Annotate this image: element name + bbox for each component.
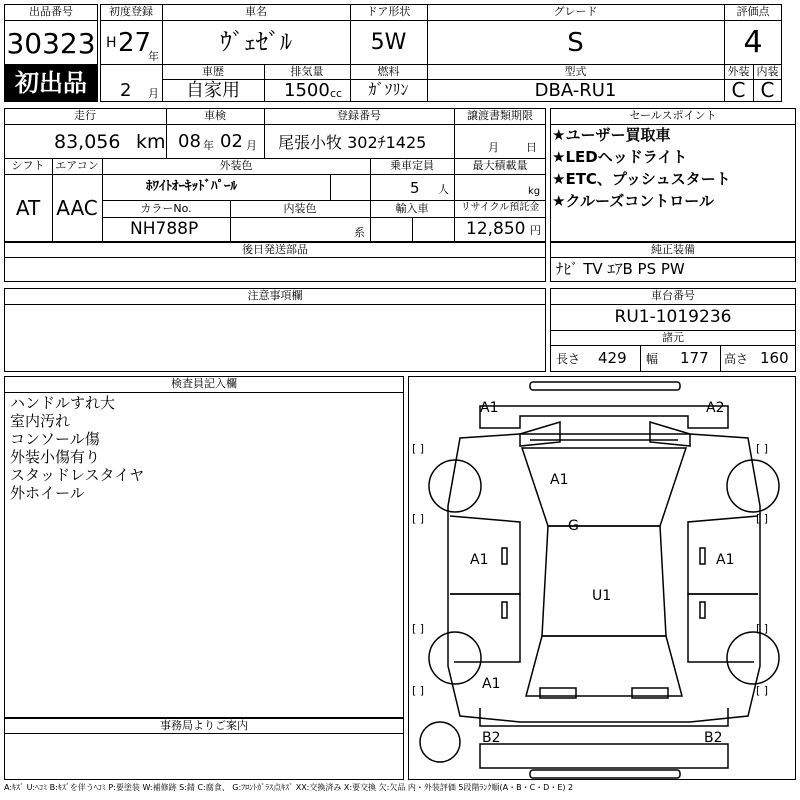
int-grade-label: 内装 [756,65,779,78]
tire-bracket: [ ] [412,622,425,635]
lot-label: 出品番号 [29,5,73,18]
tire-bracket: [ ] [756,512,769,525]
office-label: 事務局よりご案内 [160,719,248,732]
transfer-month: 月 [488,141,499,154]
grade-label: グレード [553,5,598,18]
legend-footer: A:ｷｽﾞ U:ﾍｺﾐ B:ｷｽﾞを伴うﾍｺﾐ P:要塗装 W:補修跡 S:錆 C:腐食、 G:ﾌﾛﾝﾄｶﾞﾗｽ点ｷｽﾞ XX:交換済み X:要交換 欠:欠品 内・外装評価 5段階ﾗﾝｸ順(A・B・C・D・E) 2 [4,783,574,792]
tire-bracket: [ ] [756,684,769,697]
door-type: 5W [370,30,407,55]
score: 4 [743,25,763,60]
int-color-label: 内装色 [283,202,317,215]
mileage: 83,056 [54,131,121,153]
load-label: 最大積載量 [472,159,528,172]
mileage-unit: km [136,131,166,153]
history-label: 車歴 [202,65,224,78]
inspector-label: 検査員記入欄 [171,377,237,390]
length: 429 [598,349,627,367]
transfer-label: 譲渡書類期限 [467,109,533,122]
color: ﾎﾜｲﾄｵｰｷｯﾄﾞﾊﾟｰﾙ [146,179,237,194]
damage-mark: U1 [592,588,612,604]
inspection-month-unit: 月 [246,139,257,152]
color-label: 外装色 [219,159,253,172]
tire-bracket: [ ] [756,622,769,635]
damage-mark: B2 [482,730,501,746]
ac-label: エアコン [55,159,99,172]
seats: 5 [410,179,420,197]
model: DBA-RU1 [534,80,617,101]
reg-label: 初度登録 [109,5,153,18]
sales-point: ★LEDヘッドライト [552,148,688,166]
width-label: 幅 [646,352,659,366]
sales-point: ★ユーザー買取車 [552,126,671,144]
inspector-line: 外装小傷有り [10,448,101,466]
damage-mark: A1 [480,400,499,416]
later-parts-label: 後日発送部品 [242,243,308,256]
lot-number: 30323 [6,27,96,60]
inspector-notes [10,396,144,504]
fuel-label: 燃料 [377,65,400,78]
cc: 1500 [284,80,330,101]
reg-month: 2 [120,80,132,101]
cc-unit: cc [330,87,343,100]
damage-mark: A1 [550,472,569,488]
transfer-day: 日 [526,141,537,154]
door-label: ドア形状 [366,5,411,18]
ac: AAC [56,196,98,220]
equipment: ﾅﾋﾞ TV ｴｱB PS PW [556,260,685,278]
recycle-label: リサイクル預託金 [460,202,540,213]
import-label: 輸入車 [395,202,429,215]
inspector-line: 外ホイール [10,484,85,502]
width: 177 [680,349,709,367]
score-label: 評価点 [736,5,770,18]
reg-month-unit: 月 [148,87,159,100]
seats-unit: 人 [438,183,449,196]
damage-mark: G [568,518,579,534]
inspector-line: 室内汚れ [10,412,71,430]
ext-grade: C [731,78,746,102]
recycle-unit: 円 [530,224,541,237]
height-label: 高さ [724,352,749,366]
damage-mark: A1 [716,552,735,568]
colorno: NH788P [130,219,199,239]
inspection-year: 08 [178,131,201,152]
plate: 尾張小牧 302ﾁ1425 [278,133,427,152]
recycle: 12,850 [466,219,526,239]
fuel: ｶﾞｿﾘﾝ [368,80,409,99]
mileage-label: 走行 [74,109,96,122]
cc-label: 排気量 [290,65,324,78]
shift-label: シフト [11,159,45,172]
reg-era: H [106,35,117,51]
shift: AT [15,196,41,220]
car-name: ｳﾞｪｾﾞﾙ [220,28,292,56]
inspector-line: コンソール傷 [10,430,100,448]
chassis-number: RU1-1019236 [614,307,732,327]
ext-grade-label: 外装 [727,65,750,78]
height: 160 [760,349,789,367]
grade: S [567,28,584,58]
tire-bracket: [ ] [412,684,425,697]
plate-label: 登録番号 [337,109,381,122]
caution-label: 注意事項欄 [247,289,303,302]
load-unit: kg [528,186,541,197]
reg-year: 27 [118,28,152,58]
int-color-unit: 系 [354,226,365,239]
first-listing-badge: 初出品 [5,65,97,101]
int-grade: C [760,78,775,102]
chassis-label: 車台番号 [651,289,695,302]
equip-label: 純正装備 [651,243,695,256]
length-label: 長さ [556,352,581,366]
tire-bracket: [ ] [412,442,425,455]
inspection-label: 車検 [204,109,226,122]
reg-year-unit: 年 [148,50,159,63]
car-diagram [410,376,797,788]
car-label: 車名 [245,5,267,18]
tire-bracket: [ ] [756,442,769,455]
inspector-line: スタッドレスタイヤ [10,466,145,484]
damage-mark: A1 [482,676,501,692]
damage-mark: A1 [470,552,489,568]
seats-label: 乗車定員 [390,159,434,172]
damage-mark: A2 [706,400,725,416]
tire-bracket: [ ] [412,512,425,525]
inspection-year-unit: 年 [203,139,214,152]
sales-label: セールスポイント [629,109,717,122]
sales-points [552,128,731,216]
inspection-month: 02 [220,131,243,152]
sales-point: ★クルーズコントロール [552,192,714,210]
history: 自家用 [186,80,240,101]
inspector-line: ハンドルすれ大 [10,394,116,412]
dims-label: 諸元 [662,331,684,344]
sales-point: ★ETC、プッシュスタート [552,170,731,188]
damage-mark: B2 [704,730,723,746]
colorno-label: カラーNo. [140,202,192,215]
model-label: 型式 [564,65,587,78]
